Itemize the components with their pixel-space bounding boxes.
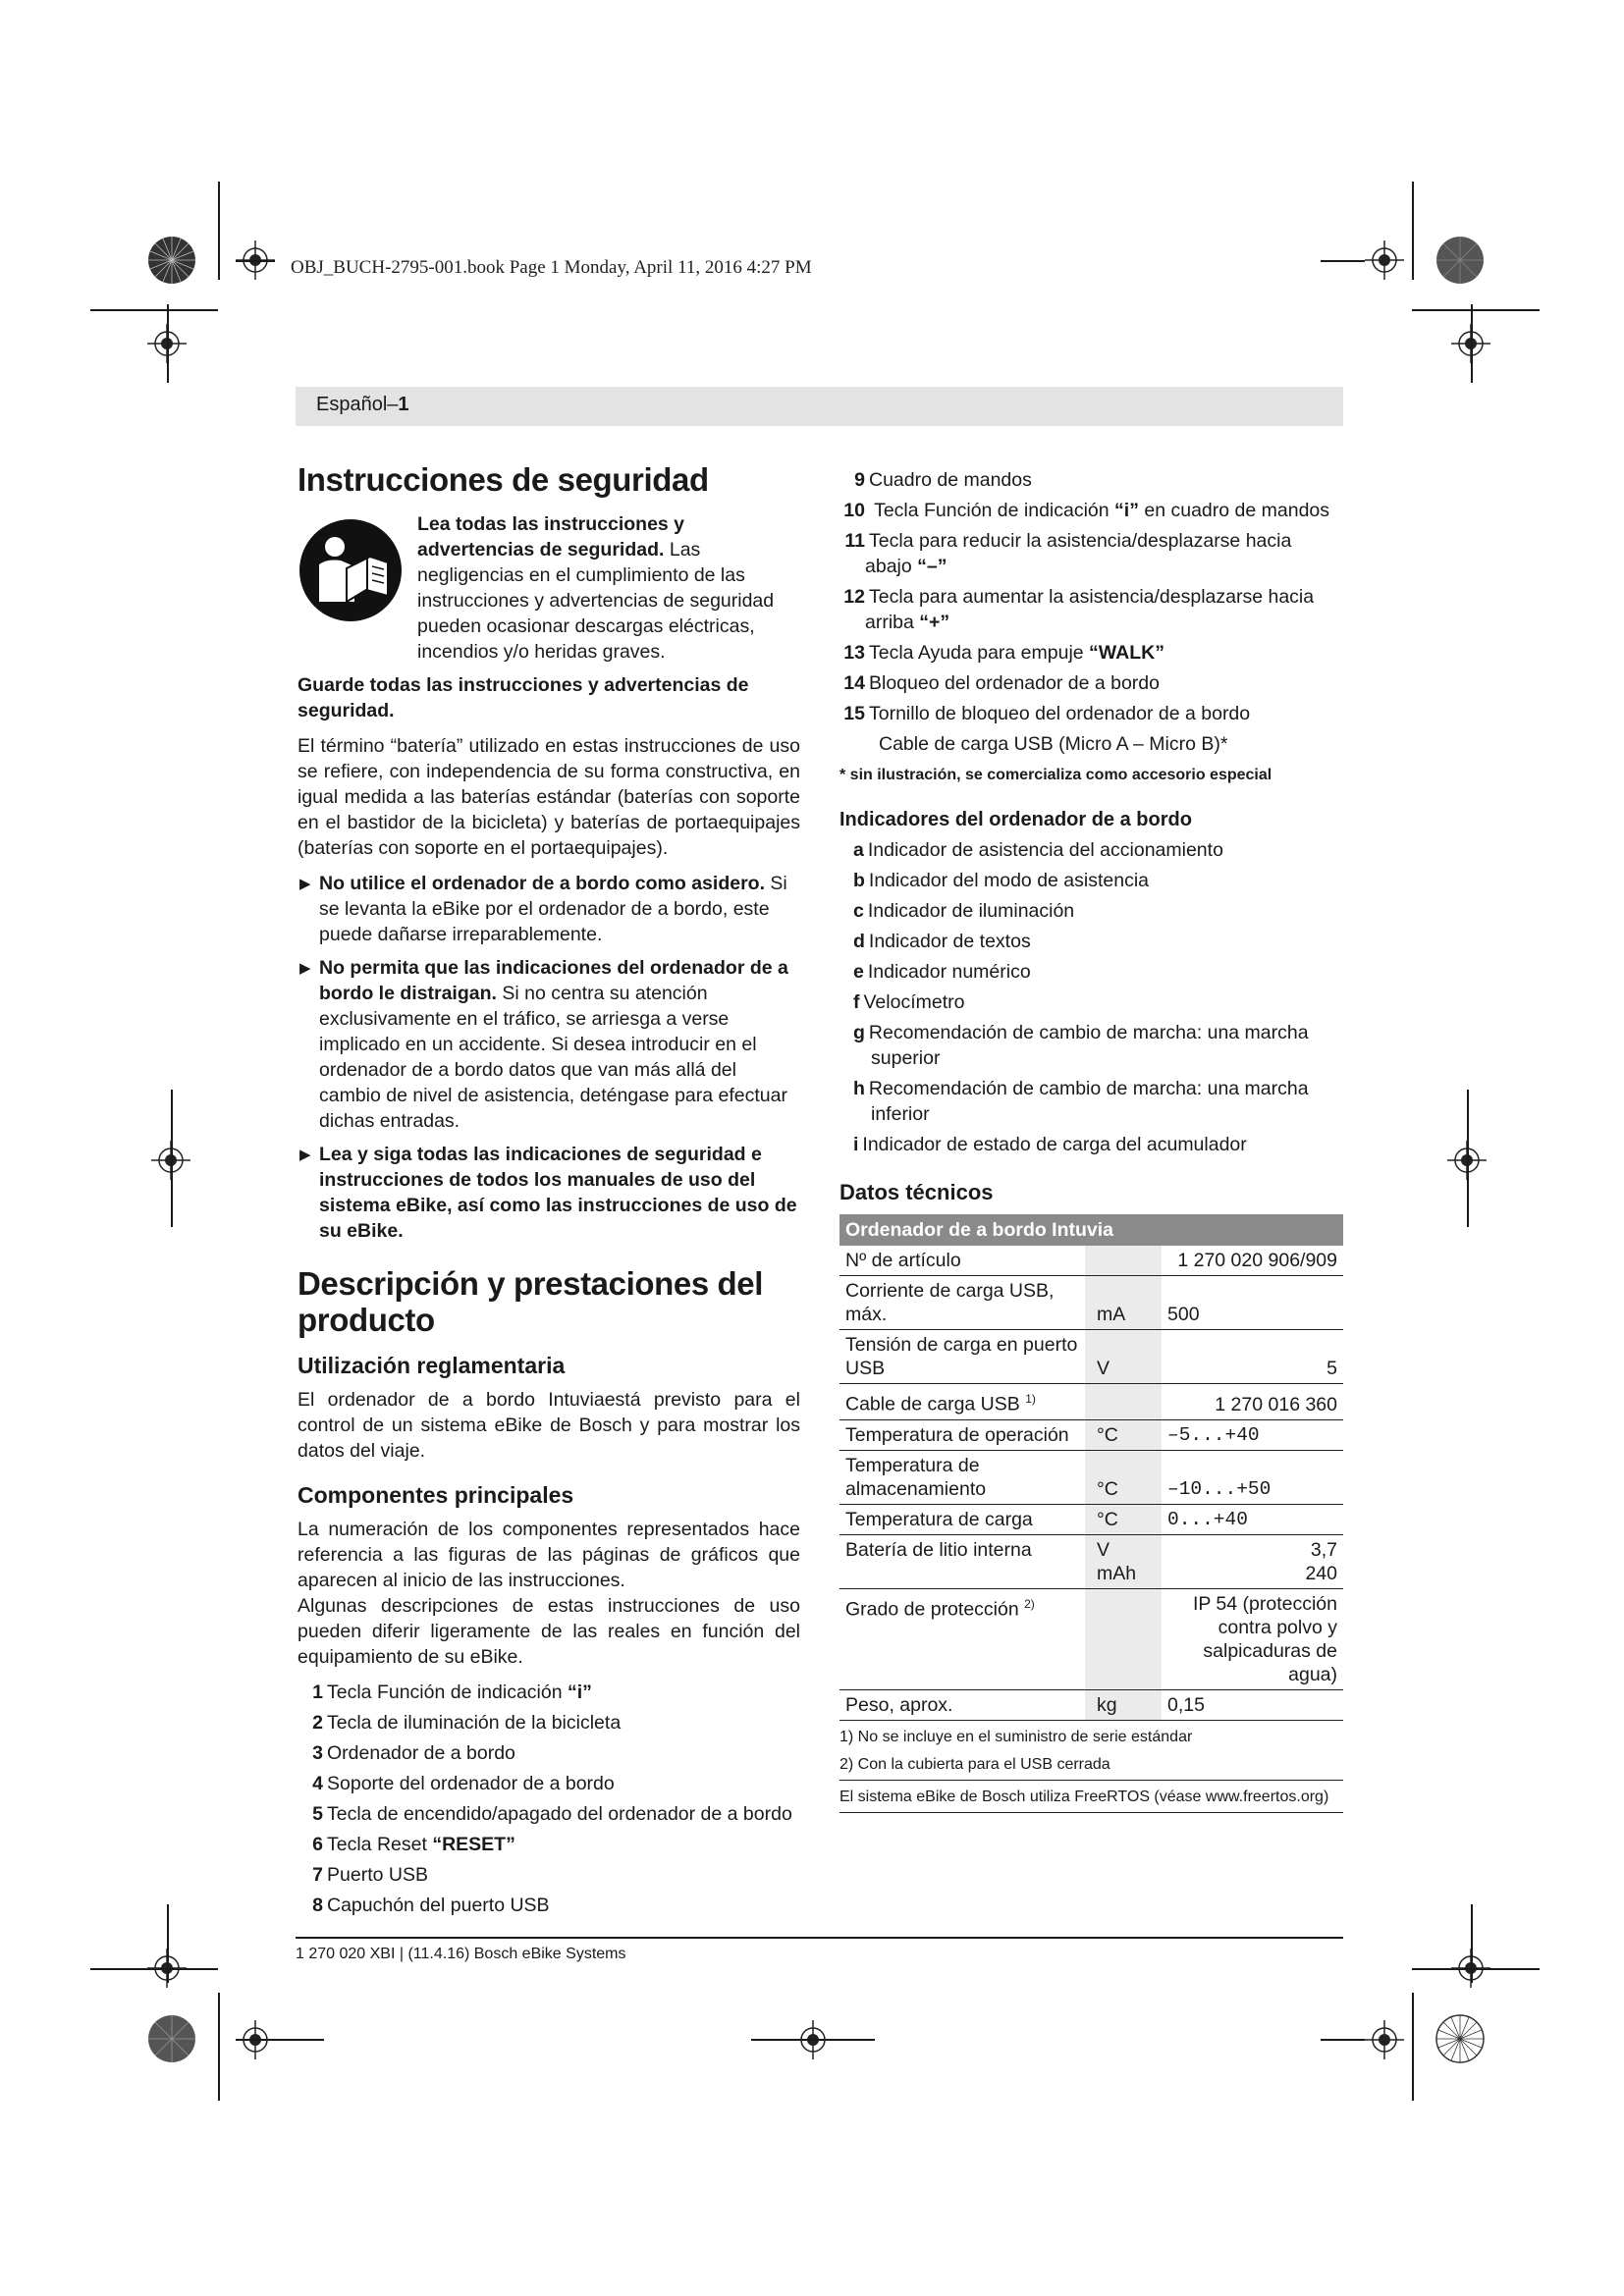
table-row: Temperatura de almacenamiento °C –10...+50: [839, 1450, 1343, 1504]
use-text: El ordenador de a bordo Intuviaestá previsto para el control de un sistema eBike de Bosch y para mostrar los datos del viaje.: [298, 1389, 800, 1462]
safety-bullets: [298, 871, 800, 1244]
crosshair-bottom-right: [1365, 2020, 1404, 2059]
page-header-bar: [296, 387, 1343, 426]
table-row: Peso, aprox. kg 0,15: [839, 1689, 1343, 1720]
list-item: 7 Puerto USB: [312, 1864, 428, 1886]
list-item: g Recomendación de cambio de marcha: una marcha superior: [853, 1022, 1309, 1069]
note-3: El sistema eBike de Bosch utiliza FreeRTOS (véase www.freertos.org): [839, 1787, 1343, 1813]
list-item: 15 Tornillo de bloqueo del ordenador de a bordo: [843, 703, 1251, 724]
list-item: e Indicador numérico: [853, 961, 1031, 983]
tech-table: [839, 1214, 1343, 1721]
bullet-triangle-icon: ▶: [299, 1147, 311, 1163]
warning-body: Las negligencias en el cumplimiento de las instrucciones y advertencias de seguridad pueden ocasionar descargas eléctricas, incendios y/o heridas graves.: [417, 539, 775, 663]
page-number: 1: [398, 394, 409, 415]
table-row: Grado de protección $^{2)}$ IP 54 (protección contra polvo y salpicaduras de agua): [839, 1588, 1343, 1689]
registration-wheel-top-right: [1435, 236, 1485, 285]
crop-line: [90, 1968, 218, 1970]
safety-bullet: ▶ No permita que las indicaciones del ordenador de a bordo le distraigan. Si no centra su atención exclusivamente en el tráfico, se arriesga a verse implicado en un accidente. Si desea introducir en el ordenador de a bordo datos que van más allá del cambio de nivel de asistencia, deténgase para efectuar dichas entradas.: [299, 957, 788, 1132]
components-title: Componentes principales: [298, 1482, 574, 1508]
list-item: 4 Soporte del ordenador de a bordo: [312, 1773, 615, 1794]
list-item: f Velocímetro: [853, 991, 965, 1013]
crosshair-top-right: [1365, 240, 1404, 280]
print-header: OBJ_BUCH-2795-001.book Page 1 Monday, April 11, 2016 4:27 PM: [291, 257, 812, 278]
crop-line: [236, 260, 275, 262]
table-row: Batería de litio interna V mAh 3,7 240: [839, 1534, 1343, 1588]
footer-rule: [296, 1937, 1343, 1939]
crop-line: [218, 182, 220, 280]
components-list-left: [298, 1680, 800, 1918]
footer-text: 1 270 020 XBI | (11.4.16) Bosch eBike Systems: [296, 1946, 626, 1962]
components-text-1: La numeración de los componentes representados hace referencia a las figuras de las páginas de gráficos que aparecen al inicio de las instrucciones.: [298, 1519, 800, 1591]
crop-line: [1471, 304, 1473, 383]
tech-title: Datos técnicos: [839, 1180, 994, 1204]
warning-text: [417, 511, 800, 665]
warning-bold: Lea todas las instrucciones y advertencias de seguridad.: [417, 513, 685, 561]
page-separator: –: [387, 394, 399, 415]
list-item: 11 Tecla para reducir la asistencia/desplazarse hacia abajo “–”: [844, 530, 1292, 577]
use-title: Utilización reglamentaria: [298, 1353, 566, 1378]
crop-line: [218, 1993, 220, 2101]
battery-paragraph: El término “batería” utilizado en estas instrucciones de uso se refiere, con independencia de su forma constructiva, en igual medida a las baterías estándar (baterías con soporte en el bastidor de la bicicleta) y baterías de portaequipajes (baterías con soporte en el portaequipajes).: [298, 735, 800, 859]
bullet-triangle-icon: ▶: [299, 876, 311, 892]
registration-wheel-bottom-right: [1435, 2014, 1485, 2063]
crop-line: [1321, 2039, 1365, 2041]
table-row: Nº de artículo 1 270 020 906/909: [839, 1246, 1343, 1276]
page-label: [316, 394, 409, 416]
crop-line: [167, 1904, 169, 1983]
usb-cable-item: Cable de carga USB (Micro A – Micro B)*: [879, 733, 1228, 755]
list-item: b Indicador del modo de asistencia: [853, 870, 1150, 891]
list-item: 8 Capuchón del puerto USB: [312, 1895, 550, 1916]
list-item: 9 Cuadro de mandos: [854, 469, 1032, 491]
crop-line: [751, 2039, 875, 2041]
list-item: 6 Tecla Reset “RESET”: [312, 1834, 515, 1855]
crop-line: [90, 309, 218, 311]
list-item: 3 Ordenador de a bordo: [312, 1742, 515, 1764]
keep-instructions: Guarde todas las instrucciones y advertencias de seguridad.: [298, 674, 749, 721]
list-item: h Recomendación de cambio de marcha: una marcha inferior: [853, 1078, 1309, 1125]
list-item: c Indicador de iluminación: [853, 900, 1075, 922]
table-row: Tensión de carga en puerto USB V 5: [839, 1330, 1343, 1384]
read-manual-icon: [298, 517, 404, 623]
table-row: Corriente de carga USB, máx. mA 500: [839, 1276, 1343, 1330]
right-column: [839, 467, 1343, 1819]
table-row: Temperatura de carga °C 0...+40: [839, 1504, 1343, 1534]
list-item: 13 Tecla Ayuda para empuje “WALK”: [843, 642, 1164, 664]
crop-line: [1467, 1090, 1469, 1227]
indicators-title: Indicadores del ordenador de a bordo: [839, 809, 1192, 830]
list-item: 14 Bloqueo del ordenador de a bordo: [843, 672, 1160, 694]
list-item: a Indicador de asistencia del accionamiento: [853, 839, 1223, 861]
registration-wheel-top-left: [147, 236, 196, 285]
components-text-2: Algunas descripciones de estas instrucciones de uso pueden diferir ligeramente de las reales en función del equipamiento de su eBike.: [298, 1595, 800, 1668]
list-item: i Indicador de estado de carga del acumulador: [853, 1134, 1247, 1155]
left-column: [298, 461, 800, 1923]
crop-line: [1412, 1993, 1414, 2101]
bullet-triangle-icon: ▶: [299, 960, 311, 977]
crop-line: [171, 1090, 173, 1227]
crop-line: [1412, 182, 1414, 280]
list-item: 12 Tecla para aumentar la asistencia/desplazarse hacia arriba “+”: [843, 586, 1315, 633]
crop-line: [1412, 309, 1540, 311]
crop-line: [167, 304, 169, 383]
safety-warning: [298, 511, 800, 665]
table-notes: [839, 1727, 1343, 1813]
list-item: 2 Tecla de iluminación de la bicicleta: [312, 1712, 622, 1734]
safety-bullet: ▶ Lea y siga todas las indicaciones de seguridad e instrucciones de todos los manuales de uso del sistema eBike, así como las instrucciones de uso de su eBike.: [299, 1144, 797, 1242]
accessory-footnote: * sin ilustración, se comercializa como accesorio especial: [839, 767, 1272, 783]
product-title: Descripción y prestaciones del producto: [298, 1265, 764, 1338]
list-item: 10 Tecla Función de indicación “i” en cuadro de mandos: [843, 500, 1330, 521]
crop-line: [1321, 260, 1365, 262]
table-row: Temperatura de operación °C –5...+40: [839, 1419, 1343, 1450]
note-2: 2) Con la cubierta para el USB cerrada: [839, 1754, 1343, 1781]
safety-bullet: ▶ No utilice el ordenador de a bordo como asidero. Si se levanta la eBike por el ordenador de a bordo, este puede dañarse irreparablemente.: [299, 873, 787, 945]
safety-title: Instrucciones de seguridad: [298, 461, 709, 498]
table-row: Cable de carga USB $^{1)}$ 1 270 016 360: [839, 1384, 1343, 1420]
crop-line: [1471, 1904, 1473, 1983]
crop-line: [236, 2039, 324, 2041]
components-list-right: [839, 467, 1343, 726]
registration-wheel-bottom-left: [147, 2014, 196, 2063]
list-item: 5 Tecla de encendido/apagado del ordenador de a bordo: [312, 1803, 792, 1825]
crop-line: [1412, 1968, 1540, 1970]
indicators-list: [839, 837, 1343, 1157]
note-1: 1) No se incluye en el suministro de serie estándar: [839, 1728, 1193, 1745]
list-item: 1 Tecla Función de indicación “i”: [312, 1682, 592, 1703]
page-language: Español: [316, 394, 388, 415]
list-item: d Indicador de textos: [853, 931, 1031, 952]
table-header: Ordenador de a bordo Intuvia: [839, 1214, 1343, 1246]
